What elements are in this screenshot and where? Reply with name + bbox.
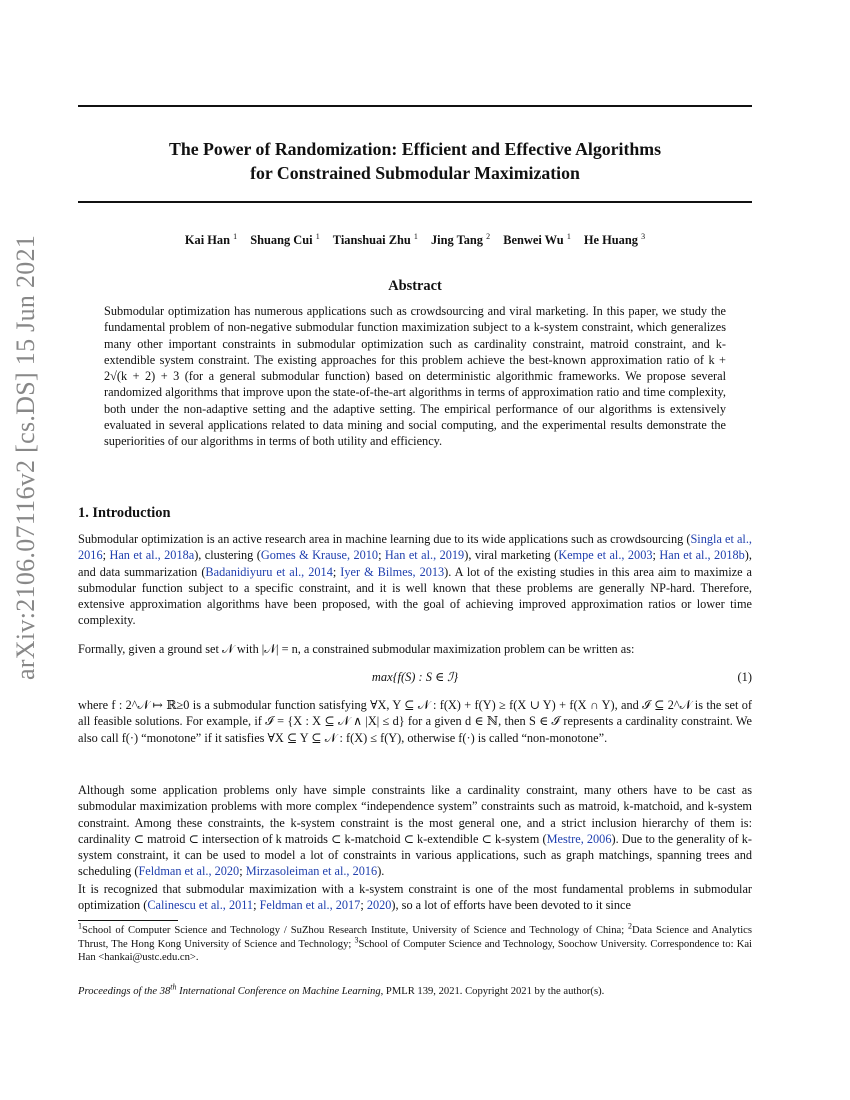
paper-title xyxy=(78,137,752,185)
intro-paragraph-5: It is recognized that submodular maximization with a k-system constraint is one of the most fundamental problems in submodular optimization (Calinescu et al., 2011; Feldman et al., 2017; 2020), so a lot of efforts have been devoted to it since xyxy=(78,882,752,913)
author: Tianshuai Zhu $^1$ xyxy=(332,231,418,247)
citation-link[interactable]: Han et al., 2018b xyxy=(659,548,745,563)
equation-1 xyxy=(78,669,752,687)
abstract-text: Submodular optimization has numerous applications such as crowdsourcing and viral marketing. In this paper, we study the fundamental problem of non-negative submodular function maximization subject to a k-system constraint, which generalizes many other important constraints in submodular optimization such as cardinality constraint, matroid constraint, and k-extendible system constraint. The existing approaches for this problem achieve the best-known approximation ratio of k + 2√(k + 2) + 3 (for a general submodular function) based on deterministic algorithmic frameworks. We propose several randomized algorithms that improve upon the state-of-the-art algorithms in terms of approximation ratio and time complexity, both under the non-adaptive setting and the adaptive setting. The empirical performance of our algorithms is extensively evaluated in several applications related to data mining and social computing, and the experimental results demonstrate the superiorities of our algorithms in terms of both utility and efficiency. xyxy=(104,304,726,449)
title-line-1: The Power of Randomization: Efficient and Effective Algorithms xyxy=(168,139,662,159)
intro-paragraph-4: Although some application problems only have simple constraints like a cardinality constraint, many others have to be cast as submodular maximization problems with more complex “independence system” constraints such as matroid, k-matchoid, and k-system constraint. Among these constraints, the k-system constraint is the most general one, and a strict inclusion hierarchy of them is: cardinality ⊂ matroid ⊂ intersection of k matroids ⊂ k-matchoid ⊂ k-extendible ⊂ k-system (Mestre, 2006). Due to the generality of k-system constraint, it can be used to model a lot of constraints in various applications, such as graph matchings, spanning trees and scheduling (Feldman et al., 2020; Mirzasoleiman et al., 2016). xyxy=(78,783,753,879)
citation-link[interactable]: Feldman et al., 2020 xyxy=(138,864,240,879)
citation-link[interactable]: Kempe et al., 2003 xyxy=(558,548,653,563)
title-line-2: for Constrained Submodular Maximization xyxy=(250,163,580,183)
author: Shuang Cui $^1$ xyxy=(250,231,320,247)
citation-link[interactable]: Han et al., 2019 xyxy=(384,548,465,563)
arxiv-stamp: arXiv:2106.07116v2 [cs.DS] 15 Jun 2021 xyxy=(11,234,40,680)
abstract-heading: Abstract xyxy=(388,278,442,294)
citation-link[interactable]: 2020 xyxy=(366,898,392,913)
intro-paragraph-3: where f : 2^𝒩 ↦ ℝ≥0 is a submodular function satisfying ∀X, Y ⊆ 𝒩 : f(X) + f(Y) ≥ f(X ∪ Y) + f(X ∩ Y), and ℐ ⊆ 2^𝒩 is the set of all feasible solutions. For example, if ℐ = {X : X ⊆ 𝒩 ∧ |X| ≤ d} for a given d ∈ ℕ, then S ∈ ℐ represents a cardinality constraint. We also call f(·) “monotone” if it satisfies ∀X ⊆ Y ⊆ 𝒩 : f(X) ≤ f(Y), otherwise f(·) is called “non-monotone”. xyxy=(78,698,752,745)
citation-link[interactable]: Han et al., 2018a xyxy=(109,548,195,563)
author: Kai Han $^1$ xyxy=(184,231,238,247)
affiliations-footnote: $^1$School of Computer Science and Technology / SuZhou Research Institute, University of Science and Technology of China; $^2$Data Science and Analytics Thrust, The Hong Kong University of Science and Technology; $^3$School of Computer Science and Technology, Soochow University. Correspondence to: Kai Han <hankai@ustc.edu.cn>. xyxy=(78,921,752,964)
title-rule-top xyxy=(78,105,752,107)
citation-link[interactable]: Mirzasoleiman et al., 2016 xyxy=(245,864,378,879)
citation-link[interactable]: Feldman et al., 2017 xyxy=(259,898,361,913)
citation-link[interactable]: Mestre, 2006 xyxy=(546,831,612,846)
citation-link[interactable]: Gomes & Krause, 2010 xyxy=(260,548,379,563)
title-rule-bottom xyxy=(78,201,752,203)
equation-body: max{f(S) : S ∈ ℐ} xyxy=(371,670,459,684)
intro-paragraph-1: Submodular optimization is an active research area in machine learning due to its wide applications such as crowdsourcing (Singla et al., 2016; Han et al., 2018a), clustering (Gomes & Krause, 2010; Han et al., 2019), viral marketing (Kempe et al., 2003; Han et al., 2018b), and data summarization (Badanidiyuru et al., 2014; Iyer & Bilmes, 2013). A lot of the existing studies in this area aim to maximize a submodular function subject to a specific constraint, and it is well known that these problems are generally NP-hard. Therefore, extensive approximation algorithms have been proposed, with the goal of achieving improved approximation ratios or lower time complexity. xyxy=(78,532,753,628)
author: Jing Tang $^2$ xyxy=(430,231,491,247)
author: He Huang $^3$ xyxy=(583,231,646,247)
footnote-rule xyxy=(78,920,178,921)
citation-link[interactable]: Badanidiyuru et al., 2014 xyxy=(205,564,333,579)
equation-number: (1) xyxy=(737,670,752,684)
citation-link[interactable]: Singla et al., 2016 xyxy=(78,532,753,563)
intro-paragraph-2: Formally, given a ground set 𝒩 with |𝒩| = n, a constrained submodular maximization problem can be written as: xyxy=(78,642,635,656)
section-heading: 1. Introduction xyxy=(78,505,171,521)
citation-link[interactable]: Iyer & Bilmes, 2013 xyxy=(340,564,445,579)
proceedings-line: Proceedings of the 38th International Conference on Machine Learning, PMLR 139, 2021. Copyright 2021 by the author(s). xyxy=(78,982,605,997)
citation-link[interactable]: Calinescu et al., 2011 xyxy=(147,898,254,913)
author: Benwei Wu $^1$ xyxy=(503,231,571,247)
author-list xyxy=(78,232,752,248)
